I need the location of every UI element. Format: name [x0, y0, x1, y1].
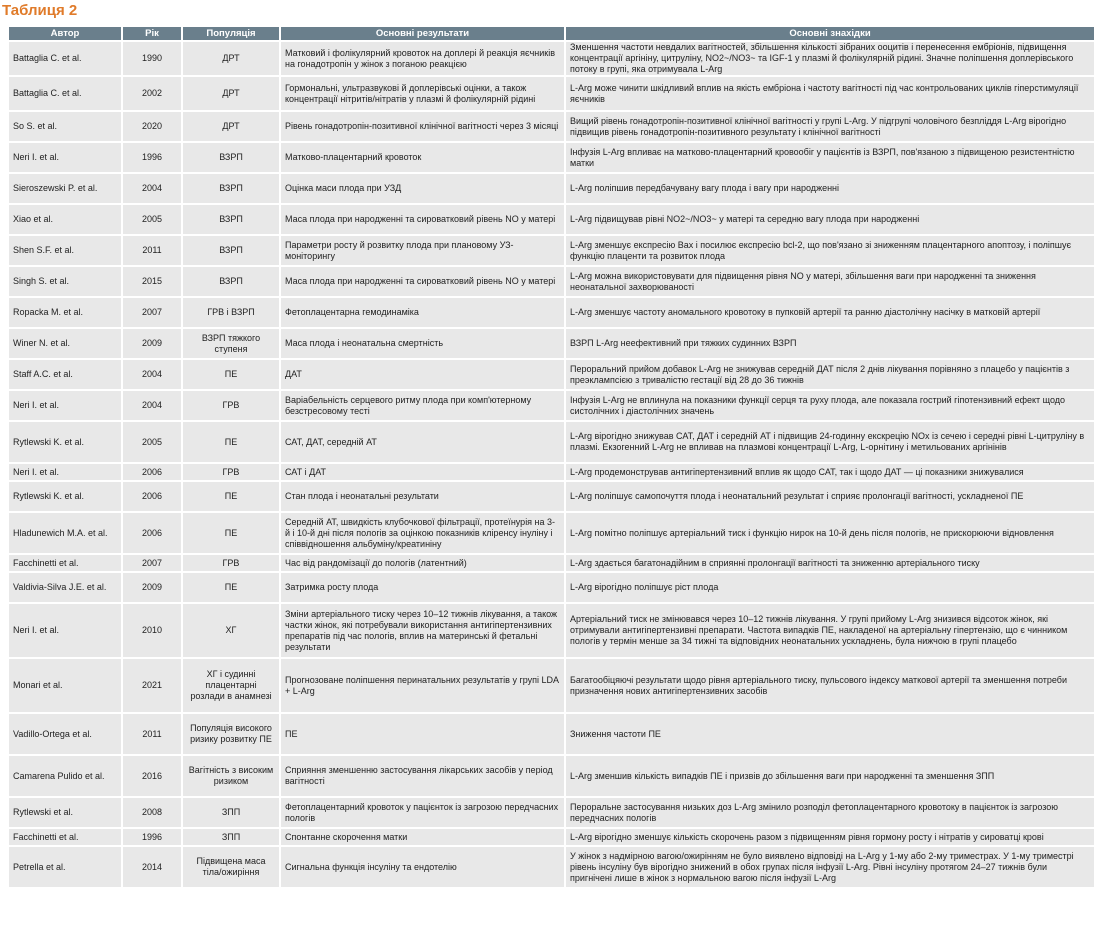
cell-population: ДРТ [183, 42, 279, 75]
table-row [9, 829, 1094, 845]
table-row [9, 77, 1094, 110]
cell-author: Neri I. et al. [9, 464, 121, 480]
table-row [9, 659, 1094, 712]
cell-population: ПЕ [183, 573, 279, 602]
cell-year: 2011 [123, 236, 181, 265]
cell-population: ПЕ [183, 422, 279, 462]
cell-population: ХГ [183, 604, 279, 657]
cell-findings: Зменшення частоти невдалих вагітностей, збільшення кількості зібраних ооцитів і перенесення ембріонів, підвищення концентрації аргініну, цитруліну, NO2~/NO3~ та IGF-1 у плазмі й фолікулярній рідині. Значне поліпшення доплерівського потоку в групі, яка отримувала L-Arg [566, 42, 1094, 75]
cell-results: Параметри росту й розвитку плода при плановому УЗ-моніторингу [281, 236, 564, 265]
table-body [9, 42, 1094, 887]
cell-findings: Пероральне застосування низьких доз L-Arg змінило розподіл фетоплацентарного кровотоку в пацієнток із загрозою передчасних пологів [566, 798, 1094, 827]
cell-year: 2011 [123, 714, 181, 754]
cell-results: Прогнозоване поліпшення перинатальних результатів у групі LDA + L-Arg [281, 659, 564, 712]
cell-author: Rytlewski K. et al. [9, 482, 121, 511]
cell-results: Варіабельність серцевого ритму плода при комп'ютерному безстресовому тесті [281, 391, 564, 420]
cell-results: Середній АТ, швидкість клубочкової фільтрації, протеїнурія на 3-й і 10-й дні після пологів за оцінкою показників кліренсу інуліну і співвідношення альбуміну/креатиніну [281, 513, 564, 553]
table-row [9, 513, 1094, 553]
cell-results: Стан плода і неонатальні результати [281, 482, 564, 511]
cell-author: Rytlewski et al. [9, 798, 121, 827]
cell-author: Camarena Pulido et al. [9, 756, 121, 796]
cell-author: Hladunewich M.A. et al. [9, 513, 121, 553]
cell-author: Neri I. et al. [9, 143, 121, 172]
cell-results: Фетоплацентарна гемодинаміка [281, 298, 564, 327]
cell-results: Сприяння зменшенню застосування лікарських засобів у період вагітності [281, 756, 564, 796]
cell-population: ВЗРП [183, 236, 279, 265]
cell-findings: L-Arg вірогідно зменшує кількість скорочень разом з підвищенням рівня гормону росту і нітратів у сироватці крові [566, 829, 1094, 845]
header-findings: Основні знахідки [566, 27, 1094, 40]
cell-findings: Багатообіцяючі результати щодо рівня артеріального тиску, пульсового індексу маткової артерії та зменшення потреби призначення нових антигіпертензивних засобів [566, 659, 1094, 712]
cell-author: Sieroszewski P. et al. [9, 174, 121, 203]
table-title: Таблиця 2 [2, 2, 78, 19]
cell-author: Battaglia C. et al. [9, 42, 121, 75]
cell-findings: L-Arg зменшив кількість випадків ПЕ і призвів до збільшення ваги при народженні та зменшення ЗПП [566, 756, 1094, 796]
table-row [9, 555, 1094, 571]
cell-year: 2006 [123, 513, 181, 553]
cell-results: Фетоплацентарний кровоток у пацієнток із загрозою передчасних пологів [281, 798, 564, 827]
cell-findings: L-Arg вірогідно поліпшує ріст плода [566, 573, 1094, 602]
cell-population: ВЗРП [183, 267, 279, 296]
cell-results: САТ, ДАТ, середній АТ [281, 422, 564, 462]
cell-population: Популяція високого ризику розвитку ПЕ [183, 714, 279, 754]
table-row [9, 714, 1094, 754]
cell-findings: Зниження частоти ПЕ [566, 714, 1094, 754]
table-row [9, 604, 1094, 657]
table-row [9, 298, 1094, 327]
cell-findings: L-Arg поліпшив передбачувану вагу плода і вагу при народженні [566, 174, 1094, 203]
cell-results: Зміни артеріального тиску через 10–12 тижнів лікування, а також частки жінок, які потребували використання антигіпертензивних препаратів під час пологів, вплив на материнські й фетальні результати [281, 604, 564, 657]
cell-findings: L-Arg підвищував рівні NO2~/NO3~ у матері та середню вагу плода при народженні [566, 205, 1094, 234]
cell-population: Вагітність з високим ризиком [183, 756, 279, 796]
table-row [9, 360, 1094, 389]
cell-population: ХГ і судинні плацентарні розлади в анамнезі [183, 659, 279, 712]
cell-population: ДРТ [183, 77, 279, 110]
cell-population: ВЗРП [183, 143, 279, 172]
cell-population: ВЗРП тяжкого ступеня [183, 329, 279, 358]
cell-results: Матково-плацентарний кровоток [281, 143, 564, 172]
cell-results: Маса плода при народженні та сироватковий рівень NO у матері [281, 267, 564, 296]
cell-year: 1996 [123, 829, 181, 845]
cell-findings: ВЗРП L-Arg неефективний при тяжких судинних ВЗРП [566, 329, 1094, 358]
header-population: Популяція [183, 27, 279, 40]
table-header-row [9, 27, 1094, 40]
cell-author: Shen S.F. et al. [9, 236, 121, 265]
cell-year: 2021 [123, 659, 181, 712]
cell-population: ГРВ [183, 391, 279, 420]
cell-population: Підвищена маса тіла/ожиріння [183, 847, 279, 887]
cell-findings: L-Arg поліпшує самопочуття плода і неонатальний результат і сприяє пролонгації вагітності, ускладненої ПЕ [566, 482, 1094, 511]
cell-findings: L-Arg можна використовувати для підвищення рівня NO у матері, збільшення ваги при народженні та зниження неонатальної захворюваності [566, 267, 1094, 296]
cell-findings: L-Arg може чинити шкідливий вплив на якість ембріона і частоту вагітності під час контрольованих циклів гіперстимуляції яєчників [566, 77, 1094, 110]
cell-findings: L-Arg продемонстрував антигіпертензивний вплив як щодо САТ, так і щодо ДАТ — ці показники знижувалися [566, 464, 1094, 480]
table-row [9, 464, 1094, 480]
table-row [9, 756, 1094, 796]
cell-author: Petrella et al. [9, 847, 121, 887]
cell-year: 2005 [123, 422, 181, 462]
cell-population: ПЕ [183, 513, 279, 553]
cell-year: 2014 [123, 847, 181, 887]
cell-year: 2004 [123, 391, 181, 420]
table-row [9, 798, 1094, 827]
cell-author: Facchinetti et al. [9, 829, 121, 845]
cell-findings: L-Arg здається багатонадійним в сприянні пролонгації вагітності та зниженню артеріального тиску [566, 555, 1094, 571]
cell-year: 1990 [123, 42, 181, 75]
cell-year: 2004 [123, 174, 181, 203]
cell-results: Сигнальна функція інсуліну та ендотелію [281, 847, 564, 887]
cell-population: ГРВ [183, 555, 279, 571]
cell-author: Facchinetti et al. [9, 555, 121, 571]
table-row [9, 143, 1094, 172]
cell-author: Vadillo-Ortega et al. [9, 714, 121, 754]
cell-findings: L-Arg зменшує частоту аномального кровотоку в пупковій артерії та ранню діастолічну насічку в матковій артерії [566, 298, 1094, 327]
table-row [9, 329, 1094, 358]
table-row [9, 174, 1094, 203]
cell-findings: Інфузія L-Arg впливає на матково-плацентарний кровообіг у пацієнтів із ВЗРП, пов'язаною з підвищеною резистентністю матки [566, 143, 1094, 172]
cell-year: 2002 [123, 77, 181, 110]
table-row [9, 847, 1094, 887]
cell-year: 2015 [123, 267, 181, 296]
cell-results: Рівень гонадотропін-позитивної клінічної вагітності через 3 місяці [281, 112, 564, 141]
cell-year: 2020 [123, 112, 181, 141]
cell-author: Staff A.C. et al. [9, 360, 121, 389]
table-row [9, 42, 1094, 75]
table-row [9, 422, 1094, 462]
cell-population: ГРВ [183, 464, 279, 480]
cell-results: ПЕ [281, 714, 564, 754]
cell-year: 2007 [123, 555, 181, 571]
cell-year: 2008 [123, 798, 181, 827]
cell-results: Оцінка маси плода при УЗД [281, 174, 564, 203]
cell-population: ЗПП [183, 829, 279, 845]
cell-population: ГРВ і ВЗРП [183, 298, 279, 327]
cell-year: 2016 [123, 756, 181, 796]
cell-results: Спонтанне скорочення матки [281, 829, 564, 845]
header-author: Автор [9, 27, 121, 40]
table-row [9, 267, 1094, 296]
cell-findings: Інфузія L-Arg не вплинула на показники функції серця та руху плода, але показала гострий гіпотензивний ефект щодо систолічних і діастолічних значень [566, 391, 1094, 420]
cell-author: Neri I. et al. [9, 604, 121, 657]
cell-year: 2009 [123, 573, 181, 602]
table-row [9, 205, 1094, 234]
header-year: Рік [123, 27, 181, 40]
cell-findings: L-Arg зменшує експресію Bax і посилює експресію bcl-2, що пов'язано зі зниженням плацентарного апоптозу, і поліпшує функцію плаценти та розвиток плода [566, 236, 1094, 265]
cell-population: ПЕ [183, 360, 279, 389]
cell-year: 2010 [123, 604, 181, 657]
cell-results: Затримка росту плода [281, 573, 564, 602]
cell-year: 2009 [123, 329, 181, 358]
cell-results: Час від рандомізації до пологів (латентний) [281, 555, 564, 571]
cell-results: ДАТ [281, 360, 564, 389]
cell-year: 2007 [123, 298, 181, 327]
cell-population: ВЗРП [183, 174, 279, 203]
cell-author: Neri I. et al. [9, 391, 121, 420]
cell-results: САТ і ДАТ [281, 464, 564, 480]
cell-author: So S. et al. [9, 112, 121, 141]
cell-author: Monari et al. [9, 659, 121, 712]
cell-population: ВЗРП [183, 205, 279, 234]
table-row [9, 482, 1094, 511]
cell-author: Singh S. et al. [9, 267, 121, 296]
table-row [9, 573, 1094, 602]
cell-findings: L-Arg вірогідно знижував САТ, ДАТ і середній АТ і підвищив 24-годинну екскрецію NOx із сечею і середні рівні L-цитруліну в плазмі. Екзогенний L-Arg не впливав на плазмові концентрації L-Arg, L-орнітину і метильованих аргінінів [566, 422, 1094, 462]
cell-author: Winer N. et al. [9, 329, 121, 358]
cell-population: ПЕ [183, 482, 279, 511]
cell-results: Матковий і фолікулярний кровоток на доплері й реакція яєчників на гонадотропін у жінок з поганою реакцією [281, 42, 564, 75]
cell-author: Ropacka M. et al. [9, 298, 121, 327]
cell-author: Battaglia C. et al. [9, 77, 121, 110]
table-row [9, 112, 1094, 141]
cell-year: 2006 [123, 482, 181, 511]
cell-findings: Артеріальний тиск не змінювався через 10–12 тижнів лікування. У групі прийому L-Arg знизився відсоток жінок, які отримували антигіпертензивні препарати. Частота випадків ПЕ, накладеної на артеріальну гіпертензію, що є чинником пологів у термін менше за 34 тижні та відповідних неонатальних ускладнень, була нижчою в групі плацебо [566, 604, 1094, 657]
cell-results: Маса плода і неонатальна смертність [281, 329, 564, 358]
cell-findings: Вищий рівень гонадотропін-позитивної клінічної вагітності у групі L-Arg. У підгрупі чоловічого безпліддя L-Arg вірогідно підвищив рівень гонадотропін-позитивного результату і клінічної вагітності [566, 112, 1094, 141]
results-table [7, 25, 1094, 889]
cell-year: 2006 [123, 464, 181, 480]
cell-results: Маса плода при народженні та сироватковий рівень NO у матері [281, 205, 564, 234]
cell-results: Гормональні, ультразвукові й доплерівські оцінки, а також концентрації нітритів/нітратів у плазмі й фолікулярній рідині [281, 77, 564, 110]
cell-year: 2004 [123, 360, 181, 389]
cell-author: Valdivia-Silva J.E. et al. [9, 573, 121, 602]
table-row [9, 391, 1094, 420]
cell-population: ДРТ [183, 112, 279, 141]
cell-findings: Пероральний прийом добавок L-Arg не знижував середній ДАТ після 2 днів лікування порівняно з плацебо у пацієнтів з преэклампсією з тривалістю гестації від 28 до 36 тижнів [566, 360, 1094, 389]
cell-year: 1996 [123, 143, 181, 172]
cell-findings: У жінок з надмірною вагою/ожирінням не було виявлено відповіді на L-Arg у 1-му або 2-му триместрах. У 1-му триместрі рівень інсуліну був вірогідно знижений в обох групах після інфузії L-Arg. Рівні інсуліну протягом 24–27 тижнів були пригнічені лише в жінок з нормальною вагою після інфузії L-Arg [566, 847, 1094, 887]
cell-population: ЗПП [183, 798, 279, 827]
table-row [9, 236, 1094, 265]
cell-findings: L-Arg помітно поліпшує артеріальний тиск і функцію нирок на 10-й день після пологів, не прискорюючи відновлення [566, 513, 1094, 553]
header-results: Основні результати [281, 27, 564, 40]
cell-author: Rytlewski K. et al. [9, 422, 121, 462]
cell-year: 2005 [123, 205, 181, 234]
cell-author: Xiao et al. [9, 205, 121, 234]
